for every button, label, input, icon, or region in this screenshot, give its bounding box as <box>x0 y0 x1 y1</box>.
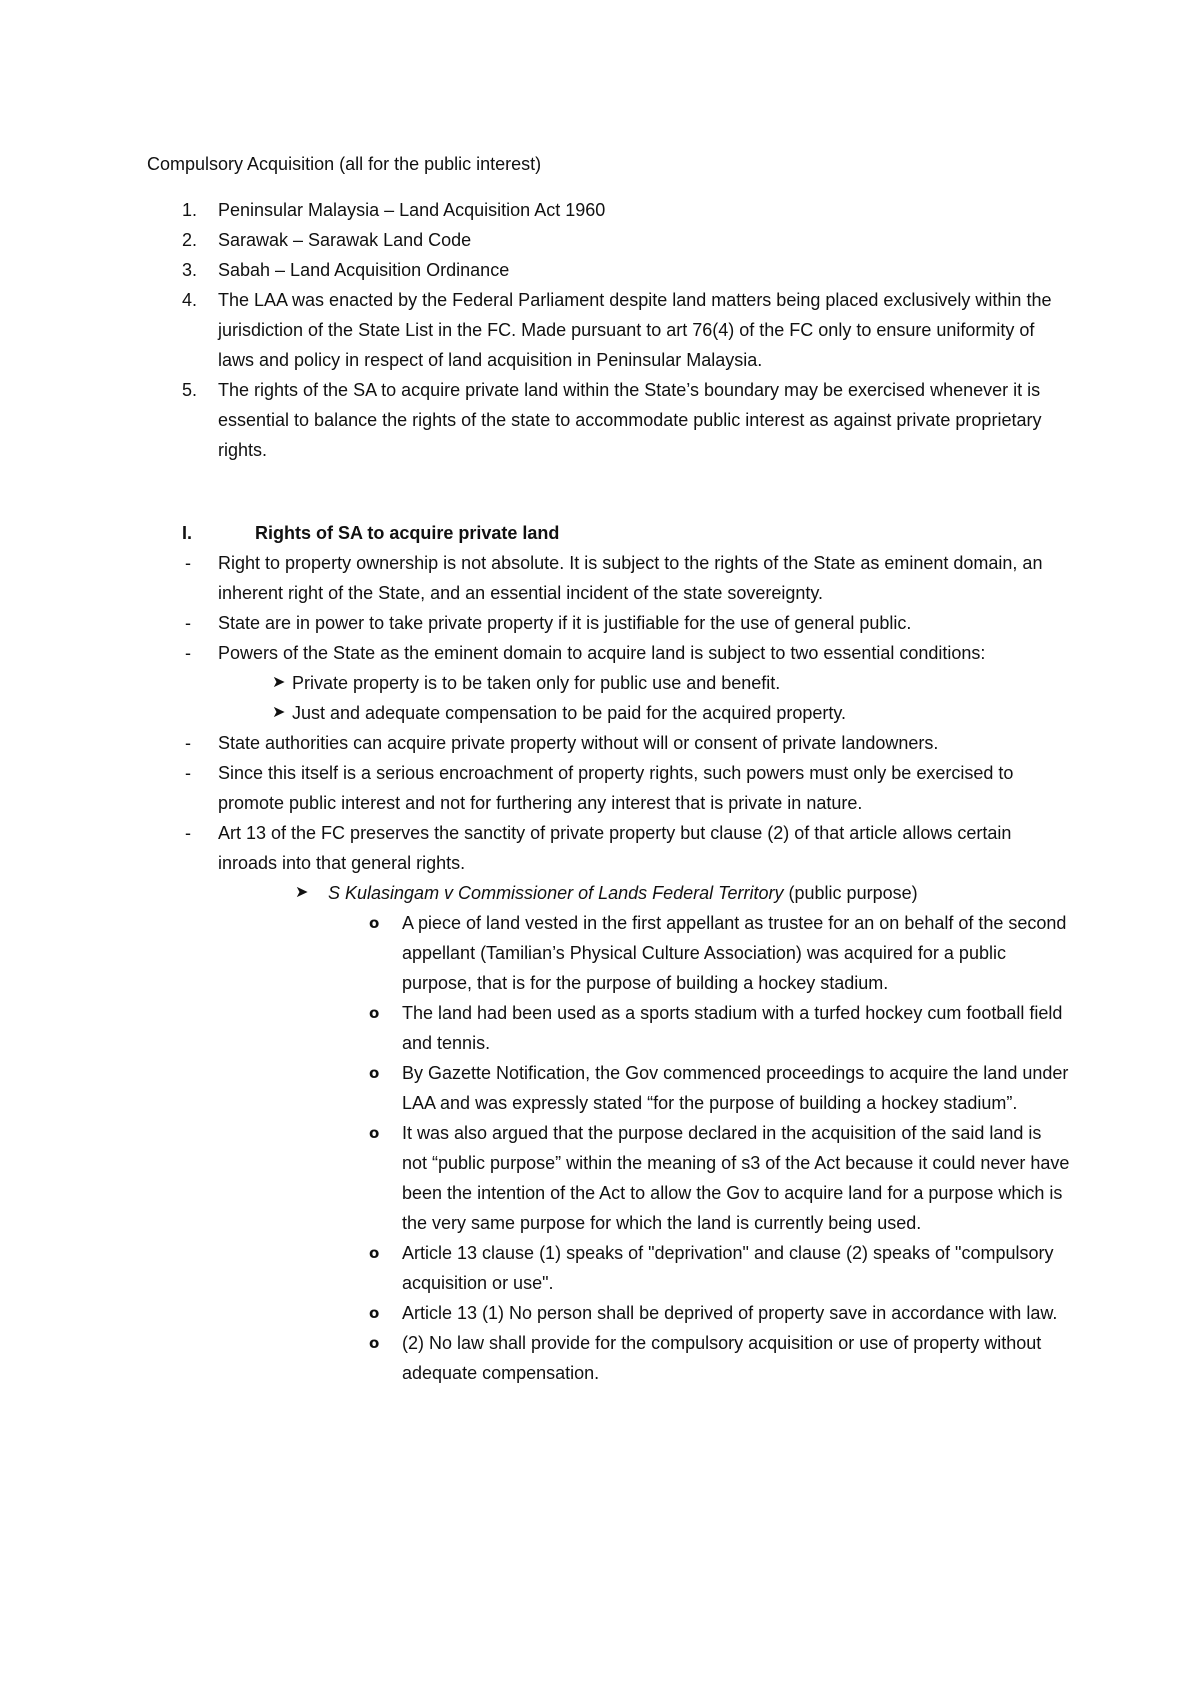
item-text: The LAA was enacted by the Federal Parliament despite land matters being placed exclusively within the jurisdiction of the State List in the FC. Made pursuant to art 76(4) of the FC only to ensure uniformity of laws and policy in respect of land acquisition in Peninsular Malaysia. <box>218 290 1052 370</box>
item-number: 1. <box>182 200 198 220</box>
dash-marker: - <box>185 733 191 753</box>
bullet-item <box>0 548 1200 608</box>
case-point-text: A piece of land vested in the first appellant as trustee for an on behalf of the second appellant (Tamilian’s Physical Culture Association) was acquired for a public purpose, that is for the purpose of building a hockey stadium. <box>402 913 1067 993</box>
case-item <box>0 878 1200 908</box>
dash-marker: - <box>185 553 191 573</box>
case-point <box>0 1058 1200 1118</box>
dash-marker: - <box>185 763 191 783</box>
document-title: Compulsory Acquisition (all for the public interest) <box>147 154 542 174</box>
item-number: 5. <box>182 380 198 400</box>
section-numeral: I. <box>182 523 193 543</box>
arrow-bullet-icon: ➤ <box>295 884 309 901</box>
condition-item <box>0 698 1200 728</box>
bullet-list <box>0 548 1200 1388</box>
condition-text: Just and adequate compensation to be paid for the acquired property. <box>292 703 847 723</box>
case-name: S Kulasingam v Commissioner of Lands Federal Territory <box>328 883 784 903</box>
case-point-text: It was also argued that the purpose declared in the acquisition of the said land is not “public purpose” within the meaning of s3 of the Act because it could never have been the intention of the Act to allow the Gov to acquire land for a purpose which is the very same purpose for which the land is currently being used. <box>402 1123 1070 1233</box>
numbered-item <box>0 225 1200 255</box>
bullet-item <box>0 608 1200 638</box>
bullet-item <box>0 818 1200 878</box>
arrow-bullet-icon: ➤ <box>272 704 286 721</box>
dash-marker: - <box>185 823 191 843</box>
case-point <box>0 908 1200 998</box>
case-point <box>0 1238 1200 1298</box>
circle-bullet-icon: o <box>369 914 380 932</box>
item-number: 2. <box>182 230 198 250</box>
circle-bullet-icon: o <box>369 1064 380 1082</box>
case-point <box>0 1298 1200 1328</box>
condition-item <box>0 668 1200 698</box>
bullet-text: State are in power to take private property if it is justifiable for the use of general public. <box>218 613 912 633</box>
bullet-item <box>0 728 1200 758</box>
item-number: 4. <box>182 290 198 310</box>
arrow-bullet-icon: ➤ <box>272 674 286 691</box>
case-point <box>0 1118 1200 1238</box>
circle-bullet-icon: o <box>369 1304 380 1322</box>
bullet-item <box>0 758 1200 818</box>
dash-marker: - <box>185 613 191 633</box>
condition-text: Private property is to be taken only for public use and benefit. <box>292 673 781 693</box>
numbered-item <box>0 375 1200 465</box>
item-text: Sarawak – Sarawak Land Code <box>218 230 472 250</box>
numbered-item <box>0 255 1200 285</box>
case-point-text: (2) No law shall provide for the compulsory acquisition or use of property without adequate compensation. <box>402 1333 1042 1383</box>
case-point-text: By Gazette Notification, the Gov commenced proceedings to acquire the land under LAA and was expressly stated “for the purpose of building a hockey stadium”. <box>402 1063 1069 1113</box>
bullet-text: Since this itself is a serious encroachment of property rights, such powers must only be exercised to promote public interest and not for furthering any interest that is private in nature. <box>218 763 1014 813</box>
numbered-list <box>0 195 1200 465</box>
bullet-text: State authorities can acquire private property without will or consent of private landowners. <box>218 733 939 753</box>
bullet-text: Powers of the State as the eminent domain to acquire land is subject to two essential conditions: <box>218 643 986 663</box>
case-point <box>0 998 1200 1058</box>
item-text: Sabah – Land Acquisition Ordinance <box>218 260 510 280</box>
section-title: Rights of SA to acquire private land <box>255 523 560 543</box>
numbered-item <box>0 195 1200 225</box>
numbered-item <box>0 285 1200 375</box>
case-point <box>0 1328 1200 1388</box>
circle-bullet-icon: o <box>369 1334 380 1352</box>
case-heading <box>0 878 1200 908</box>
item-text: Peninsular Malaysia – Land Acquisition Act 1960 <box>218 200 606 220</box>
bullet-item <box>0 638 1200 668</box>
dash-marker: - <box>185 643 191 663</box>
case-point-text: The land had been used as a sports stadium with a turfed hockey cum football field and tennis. <box>402 1003 1063 1053</box>
case-point-text: Article 13 clause (1) speaks of "deprivation" and clause (2) speaks of "compulsory acquisition or use". <box>402 1243 1054 1293</box>
bullet-text: Art 13 of the FC preserves the sanctity of private property but clause (2) of that article allows certain inroads into that general rights. <box>218 823 1012 873</box>
case-note: (public purpose) <box>783 883 918 903</box>
circle-bullet-icon: o <box>369 1004 380 1022</box>
circle-bullet-icon: o <box>369 1124 380 1142</box>
bullet-text: Right to property ownership is not absolute. It is subject to the rights of the State as eminent domain, an inherent right of the State, and an essential incident of the state sovereignty. <box>218 553 1043 603</box>
circle-bullet-icon: o <box>369 1244 380 1262</box>
item-text: The rights of the SA to acquire private land within the State’s boundary may be exercised whenever it is essential to balance the rights of the state to accommodate public interest as against private proprietary rights. <box>218 380 1042 460</box>
case-point-text: Article 13 (1) No person shall be deprived of property save in accordance with law. <box>402 1303 1058 1323</box>
item-number: 3. <box>182 260 198 280</box>
